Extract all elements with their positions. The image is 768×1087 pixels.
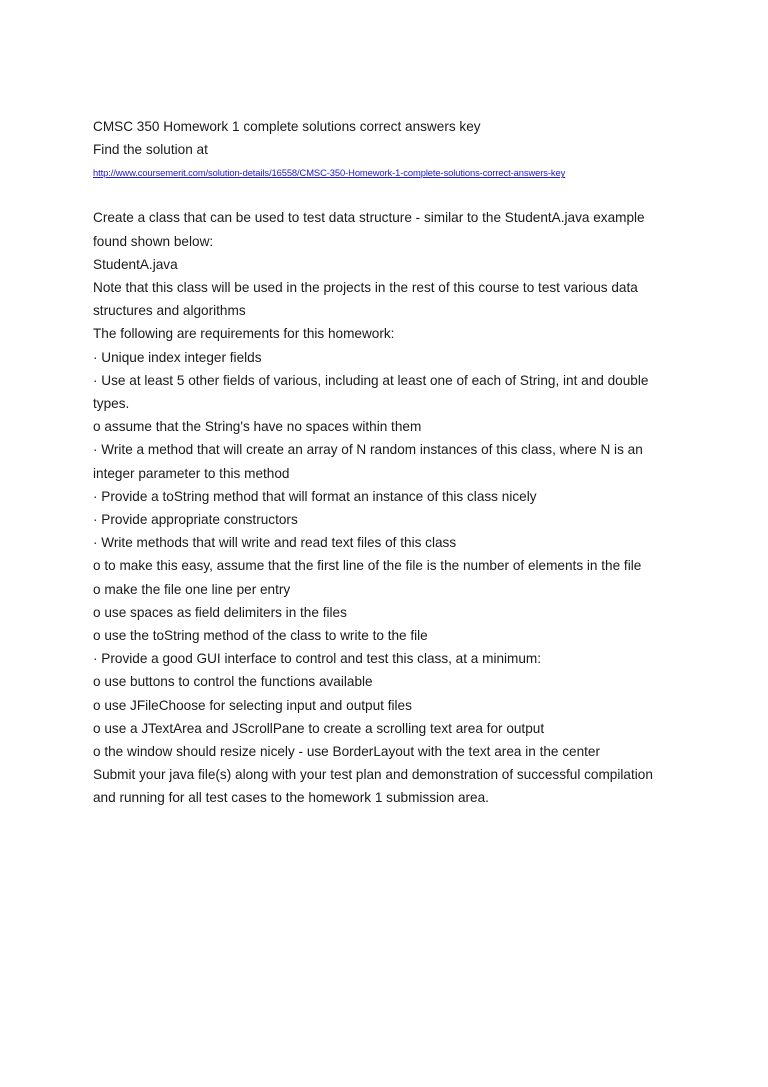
text-line: o make the file one line per entry bbox=[93, 581, 291, 597]
text-line: Create a class that can be used to test data structure - similar to the StudentA.java example bbox=[93, 210, 645, 226]
solution-link[interactable]: http://www.coursemerit.com/solution-details/16558/CMSC-350-Homework-1-complete-solutions-correct-answers-key bbox=[93, 167, 566, 179]
text-line: o use spaces as field delimiters in the files bbox=[93, 604, 347, 620]
text-line: integer parameter to this method bbox=[93, 465, 290, 481]
text-line: · Unique index integer fields bbox=[93, 349, 262, 365]
text-line: Note that this class will be used in the projects in the rest of this course to test various data bbox=[93, 280, 638, 296]
text-line: · Provide a good GUI interface to control and test this class, at a minimum: bbox=[93, 651, 542, 667]
text-line: StudentA.java bbox=[93, 256, 178, 272]
text-line: · Provide a toString method that will format an instance of this class nicely bbox=[93, 488, 537, 504]
text-line: · Provide appropriate constructors bbox=[93, 512, 298, 528]
text-line: The following are requirements for this homework: bbox=[93, 326, 395, 342]
text-line: · Use at least 5 other fields of various, including at least one of each of String, int and double bbox=[93, 372, 649, 388]
text-line: o assume that the String's have no spaces within them bbox=[93, 419, 422, 435]
text-line: types. bbox=[93, 396, 130, 412]
text-line: · Write methods that will write and read text files of this class bbox=[93, 535, 457, 551]
text-line: · Write a method that will create an array of N random instances of this class, where N is an bbox=[93, 442, 643, 458]
find-solution-label: Find the solution at bbox=[93, 142, 208, 158]
text-line: o use the toString method of the class to write to the file bbox=[93, 628, 428, 644]
paragraph-gap bbox=[93, 184, 693, 206]
text-line: o the window should resize nicely - use BorderLayout with the text area in the center bbox=[93, 744, 601, 760]
text-line: o use JFileChoose for selecting input and output files bbox=[93, 697, 412, 713]
text-line: o use buttons to control the functions available bbox=[93, 674, 373, 690]
text-line: o use a JTextArea and JScrollPane to create a scrolling text area for output bbox=[93, 720, 545, 736]
document-text-lines bbox=[93, 206, 693, 809]
text-line: and running for all test cases to the homework 1 submission area. bbox=[93, 790, 489, 806]
text-line: Submit your java file(s) along with your test plan and demonstration of successful compilation bbox=[93, 767, 653, 783]
document-body bbox=[93, 115, 693, 810]
text-line: structures and algorithms bbox=[93, 303, 246, 319]
text-line: found shown below: bbox=[93, 233, 214, 249]
text-line: o to make this easy, assume that the first line of the file is the number of elements in the file bbox=[93, 558, 642, 574]
document-title: CMSC 350 Homework 1 complete solutions correct answers key bbox=[93, 119, 481, 134]
